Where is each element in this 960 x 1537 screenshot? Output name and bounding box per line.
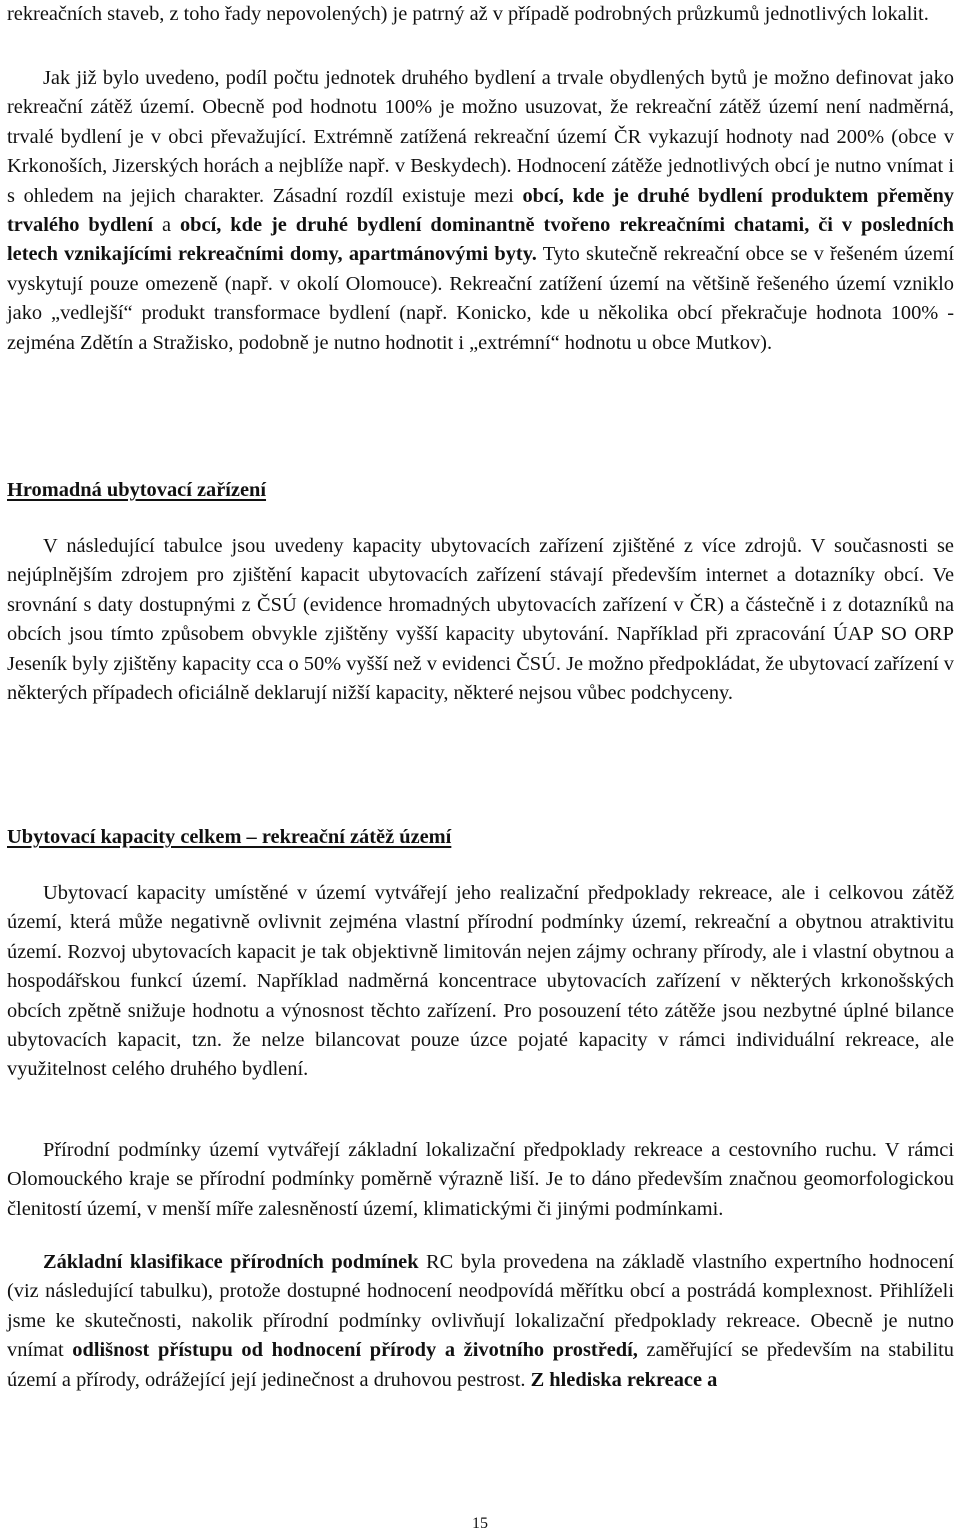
- paragraph-continuation: rekreačních staveb, z toho řady nepovolených) je patrný až v případě podrobných průzkumů jednotlivých lokalit.: [7, 3, 929, 25]
- page-number: 15: [472, 1515, 488, 1532]
- bold-phrase: obcí, kde je druhé bydlení produktem přeměny trvalého bydlení: [7, 184, 955, 237]
- paragraph-classification: Základní klasifikace přírodních podmínek RC byla provedena na základě vlastního expertního hodnocení (viz následující tabulku), protože dostupné hodnocení neodpovídá měřítku obcí a postrádá komplexnost. Přihlíželi jsme ke skutečnosti, nakolik přírodní podmínky ovlivňují lokalizační předpoklady rekreace. Obecně je nutno vnímat odlišnost přístupu od hodnocení přírody a životního prostředí, zaměřující se především na stabilitu území a přírody, odrážející její jedinečnost a druhovou pestrost. Z hlediska rekreace a: [7, 1251, 955, 1391]
- bold-phrase: Základní klasifikace přírodních podmínek: [43, 1251, 419, 1273]
- paragraph-accommodation-sources: V následující tabulce jsou uvedeny kapacity ubytovacích zařízení zjištěné z více zdrojů. V současnosti se nejúplnějším zdrojem pro zjištění kapacit ubytovacích zařízení stávají především internet a dotazníky obcí. Ve srovnání s daty dostupnými z ČSÚ (evidence hromadných ubytovacích zařízení v ČR) a částečně i z dotazníků na obcích jsou tímto způsobem obvykle zjištěny vyšší kapacity ubytování. Například při zpracování ÚAP SO ORP Jeseník byly zjištěny kapacity cca o 50% vyšší než v evidenci ČSÚ. Je možno předpokládat, že ubytovací zařízení v některých případech oficiálně deklarují nižší kapacity, některé nejsou vůbec podchyceny.: [7, 535, 954, 705]
- section-heading: Hromadná ubytovací zařízení: [7, 479, 267, 501]
- section-heading: Ubytovací kapacity celkem – rekreační zátěž území: [7, 826, 452, 848]
- paragraph-natural-conditions: Přírodní podmínky území vytvářejí základní lokalizační předpoklady rekreace a cestovního ruchu. V rámci Olomouckého kraje se přírodní podmínky poměrně výrazně liší. Je to dáno především značnou geomorfologickou členitostí území, v menší míře zalesněností území, klimatickými či jinými podmínkami.: [7, 1139, 954, 1220]
- paragraph-accommodation-capacity: Ubytovací kapacity umístěné v území vytvářejí jeho realizační předpoklady rekreace, ale i celkovou zátěž území, která může negativně ovlivnit zejména vlastní přírodní podmínky území, rekreační a obytnou atraktivitu území. Rozvoj ubytovacích kapacit je tak objektivně limitován nejen zájmy ochrany přírody, ale i vlastní obytnou a hospodářskou funkcí území. Například nadměrná koncentrace ubytovacích zařízení v některých krkonošských obcích zpětně snižuje hodnotu a výnosnost těchto zařízení. Pro posouzení této zátěže jsou nezbytné úplné bilance ubytovacích kapacit, tzn. že nelze bilancovat pouze úzce pojaté kapacity v rámci individuální rekreace, ale využitelnost celého druhého bydlení.: [7, 882, 954, 1081]
- bold-phrase: obcí, kde je druhé bydlení dominantně tvořeno rekreačními chatami, či v posledních letech vznikajícími rekreačními domy, apartmánovými byty.: [7, 214, 954, 266]
- bold-phrase: odlišnost přístupu od hodnocení přírody a životního prostředí,: [72, 1339, 638, 1362]
- paragraph-recreational-load: Jak již bylo uvedeno, podíl počtu jednotek druhého bydlení a trvale obydlených bytů je možno definovat jako rekreační zátěž území. Obecně pod hodnotu 100% je možno usuzovat, že rekreační zátěž území není nadměrná, trvalé bydlení je v obci převažující. Extrémně zatížená rekreační území ČR vykazují hodnoty nad 200% (obce v Krkonoších, Jizerských horách a nejblíže např. v Beskydech). Hodnocení zátěže jednotlivých obcí je nutno vnímat i s ohledem na jejich charakter. Zásadní rozdíl existuje mezi obcí, kde je druhé bydlení produktem přeměny trvalého bydlení a obcí, kde je druhé bydlení dominantně tvořeno rekreačními chatami, či v posledních letech vznikajícími rekreačními domy, apartmánovými byty. Tyto skutečně rekreační obce se v řešeném území vyskytují pouze omezeně (např. v okolí Olomouce). Rekreační zatížení území na většině řešeného území vzniklo jako „vedlejší“ produkt transformace bydlení (např. Konicko, kde u několika obcí překračuje hodnota 100% - zejména Zdětín a Stražisko, podobně je nutno hodnotit i „extrémní“ hodnotu u obce Mutkov).: [7, 67, 955, 354]
- bold-phrase: Z hlediska rekreace a: [530, 1368, 718, 1391]
